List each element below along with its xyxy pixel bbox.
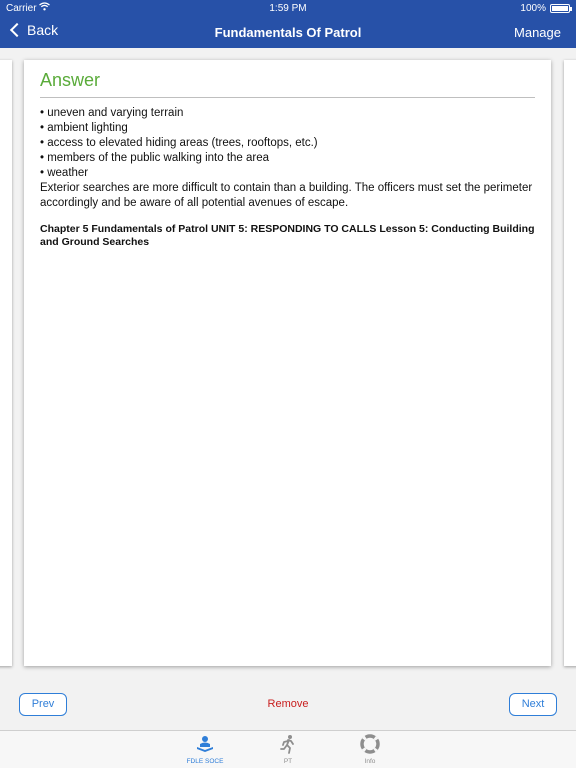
prev-button[interactable]: Prev — [19, 693, 67, 716]
source-reference: Chapter 5 Fundamentals of Patrol UNIT 5: RESPONDING TO CALLS Lesson 5: Conducting Building and Ground Searches — [40, 223, 535, 248]
bullet-item: • weather — [40, 167, 89, 179]
bullet-item: • uneven and varying terrain — [40, 107, 184, 119]
answer-card — [24, 60, 551, 666]
status-bar — [0, 0, 576, 18]
next-card-edge[interactable] — [564, 60, 576, 666]
tab-label: PT — [283, 758, 293, 765]
bullet-item: • members of the public walking into the area — [40, 152, 270, 164]
back-button-label: Back — [27, 22, 59, 38]
tab-bar — [0, 730, 576, 768]
battery-percent: 100% — [520, 3, 546, 14]
navigation-bar — [0, 18, 576, 48]
clock: 1:59 PM — [269, 3, 307, 14]
remove-button-wrap — [0, 698, 576, 710]
card-carousel[interactable] — [0, 48, 576, 686]
manage-button[interactable]: Manage — [514, 25, 561, 40]
tab-info[interactable] — [340, 733, 400, 765]
page-title: Fundamentals Of Patrol — [214, 25, 362, 40]
remove-button[interactable]: Remove — [267, 698, 309, 710]
bullet-item: • access to elevated hiding areas (trees, rooftops, etc.) — [40, 137, 318, 149]
tab-label: Info — [364, 758, 376, 765]
answer-explanation: Exterior searches are more difficult to contain than a building. The officers must set the perimeter accordingly and be aware of all potential avenues of escape. — [40, 182, 533, 209]
tab-fdle-soce[interactable] — [175, 733, 235, 765]
previous-card-edge[interactable] — [0, 60, 12, 666]
action-bar — [0, 686, 576, 730]
battery-level-fill — [552, 6, 568, 11]
tab-pt[interactable] — [258, 733, 318, 765]
tab-label: FDLE SOCE — [186, 758, 224, 765]
carrier-label: Carrier — [6, 3, 37, 14]
runner-icon — [258, 733, 318, 755]
answer-bullet-list — [40, 106, 535, 181]
bullet-item: • ambient lighting — [40, 122, 128, 134]
battery-icon — [550, 4, 570, 13]
reader-person-icon — [175, 733, 235, 755]
lifebuoy-icon — [340, 733, 400, 755]
card-heading: Answer — [40, 70, 535, 98]
next-button[interactable]: Next — [509, 693, 557, 716]
